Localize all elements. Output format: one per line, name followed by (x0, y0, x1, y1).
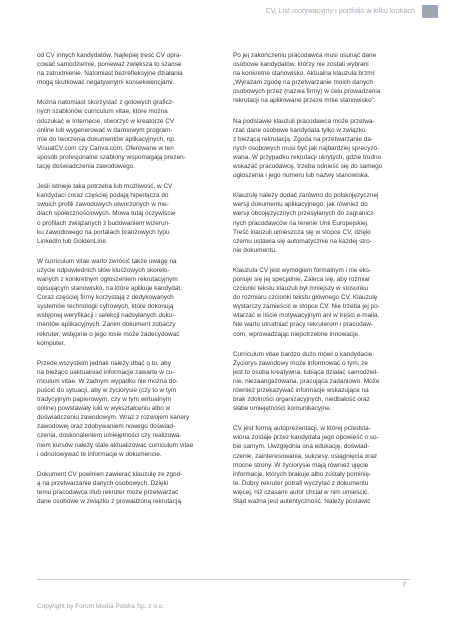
text-line: LinkedIn lub GoldenLine. (37, 237, 108, 245)
text-line: Jeśli istnieje taka potrzeba lub możliwość, w CV (37, 183, 173, 191)
text-line: nie, niezaangażowana, pracująca zadaniowo. Może (233, 377, 380, 385)
paragraph (37, 51, 214, 87)
text-line: czemu ustawia się automatycznie na każdej stro- (233, 237, 372, 245)
text-line: Klauzulę należy dodać zarówno do polskojęzycznej (233, 192, 379, 200)
text-line: niem kursów należy stale aktualizować curriculum vitae (37, 441, 194, 449)
text-line: odszukać w Internecie, stworzyć w kreatorze CV (37, 117, 175, 125)
text-line: wystarczy zamieścić w stopce CV. Nie trzeba jej po- (233, 303, 380, 311)
text-line: Klauzula CV jest wymogiem formalnym i nie eks- (233, 266, 372, 274)
text-line: czcionki tekstu klauzuli był mniejszy w stosunku (233, 285, 368, 293)
text-line: zawodowej oraz zdobywaniem nowego doświad- (37, 423, 176, 431)
text-line: jest to osoba kreatywna, lubiąca działać samodziel- (233, 368, 379, 376)
text-line: Życiorys zawodowy może informować o tym, że (233, 359, 368, 367)
text-line: również przekazywać informacje wskazujące na (233, 387, 369, 394)
text-line: doświadczeniu zawodowym. Wraz z rozwojem kariery (37, 414, 190, 422)
footer-rule (37, 579, 410, 580)
text-line: Coraz częściej firmy korzystają z dedykowanych (37, 294, 174, 302)
text-line: brak zdolności organizacyjnych, niedbałość oraz (233, 396, 370, 404)
text-line: wtarzać w liście motywacyjnym ani w treści e-maila. (233, 312, 380, 320)
text-line: com, wprowadzając niepotrzebne innowacje. (233, 330, 360, 338)
text-line: tację doświadczenia zawodowego. (37, 163, 136, 171)
text-line: Można natomiast skorzystać z gotowych graficz- (37, 99, 175, 107)
text-line: te. Dobry rekruter potrafi wyczytać z dokumentu (233, 479, 369, 487)
text-line: ogłoszenia i jego numeru lub nazwy stanowiska. (233, 172, 370, 180)
header-accent-bar (422, 5, 438, 18)
page-header (0, 5, 450, 21)
paragraph (233, 191, 410, 255)
text-line: Po jej zakończeniu pracodawca musi usunąć dane (233, 52, 377, 59)
text-line: nych pracodawców na terenie Unii Europejskiej. (233, 219, 369, 227)
paragraph (37, 470, 214, 506)
paragraph (233, 51, 410, 106)
paragraph (37, 359, 214, 459)
text-line: czenia, doskonaleniem umiejętności czy realizowa- (37, 432, 182, 440)
text-line: komputer. (37, 339, 66, 347)
text-line: na bieżąco uaktualniać informacje zawarte w cu- (37, 368, 175, 376)
text-line: bie samym. Uwzględnia ona edukację, doświad- (233, 443, 370, 451)
text-line: diach społecznościowych. Mowa tutaj oczywiście (37, 210, 176, 218)
paragraph (37, 98, 214, 171)
text-line: online lub wygenerować w darmowym program- (37, 126, 173, 134)
text-line: o profilach związanych z budowaniem wizerun- (37, 219, 171, 227)
text-line: rriculum vitae. W żadnym wypadku nie można do- (37, 377, 179, 385)
text-line: kandydaci coraz częściej podają hiperłącza do (37, 192, 169, 200)
text-line: wiona zostaje przez kandydata jego opowieść o so- (233, 434, 379, 442)
left-text-column (37, 51, 214, 517)
text-line: „Wyrażam zgodę na przetwarzanie moich danych (233, 79, 373, 87)
text-line: z bieżącą rekrutacją. Zgoda na przetwarzanie da- (233, 135, 373, 143)
text-line: na zatrudnienie. Natomiast bezrefleksyjne działania (37, 70, 183, 78)
text-line: puścić do sytuacji, aby w życiorysie (czy to w tym (37, 387, 177, 394)
text-line: dane osobowe w związku z prowadzoną rekrutacją. (37, 498, 183, 506)
text-line: ą na przetwarzanie danych osobowych. Dzięki (37, 479, 169, 487)
paragraph (233, 266, 410, 339)
text-line: systemów technologii cyfrowych, które dokonują (37, 303, 174, 311)
text-line: sposób profesjonalne szablony wspomagają prezen- (37, 153, 186, 161)
text-line: rekrutacji na aplikowane przeze mnie stanowisko”. (233, 97, 376, 105)
text-line: wstępnej weryfikacji i selekcji nadsyłanych doku- (37, 312, 175, 320)
text-line: Stąd ważna jest autentyczność. Należy postawić (233, 498, 371, 506)
text-line: mogą skutkować negatywnymi konsekwencjami. (37, 79, 175, 87)
text-line: wersji obcojęzycznych przesyłanych do zagranicz- (233, 210, 376, 218)
running-header-title: CV, List motywacyjny i portfolio w kilku krokach (265, 6, 415, 15)
text-line: mocne strony. W życiorysie mają również ujęcie (233, 461, 369, 469)
right-text-column (233, 51, 410, 517)
text-line: Treść klauzuli umieszcza się w stopce CV, dzięki (233, 228, 371, 236)
text-line: słabe umiejętności komunikacyjne. (233, 405, 332, 413)
text-line: tradycyjnym papierowym, czy w tym wirtualnym (37, 396, 172, 404)
text-line: informacje, których brakuje albo zostały pominię- (233, 470, 372, 478)
text-line: rekruter, wstępnie o jego losie może zadecydować (37, 330, 180, 338)
text-line: Nie warto utrudniać pracy rekruterom i pracodaw- (233, 321, 373, 329)
text-line: ku zawodowego na portalach branżowych typu (37, 228, 170, 236)
text-line: i odnotowywać te informacje w dokumencie. (37, 450, 162, 458)
text-line: mentów aplikacyjnych. Zanim dokument zobaczy (37, 321, 176, 329)
text-line: nych szablonów curriculum vitae, które można (37, 108, 168, 116)
text-line: użycie odpowiednich słów kluczowych skorelo- (37, 266, 170, 274)
text-line: ponuje się jej specjalnie. Zaleca się, aby rozmiar (233, 275, 371, 283)
text-line: mie do tworzenia dokumentów aplikacyjnych, np. (37, 135, 176, 143)
text-line: W curriculum vitae warto zwrócić także uwagę na (37, 257, 177, 265)
paragraph (233, 117, 410, 181)
text-line: na konkretne stanowisko. Aktualna klauzula brzmi: (233, 70, 376, 78)
copyright-notice: Copyright by Forum Media Polska Sp. z o.o. (37, 603, 165, 610)
text-line: nie dokumentu. (233, 246, 277, 254)
text-line: CV jest formą autoprezentacji, w której przedsta- (233, 425, 371, 433)
paragraph (233, 350, 410, 414)
text-line: cować samodzielnie, ponieważ zwiększa to szanse (37, 61, 182, 69)
paragraph (37, 257, 214, 348)
text-line: nych osobowych musi być jak najbardziej sprecyzo- (233, 144, 380, 152)
text-line: osobowe kandydatów, którzy nie zostali wybrani (233, 61, 369, 69)
text-line: temu pracodawca i/lub rekruter może przetwarzać (37, 488, 179, 496)
text-line: osobowych przez (nazwa firmy) w celu prowadzenia (233, 88, 381, 96)
text-line: Curriculum vitae bardzo dużo mówi o kandydacie. (233, 350, 375, 358)
text-line: do rozmiaru czcionki tekstu głównego CV. Klauzulę (233, 294, 378, 302)
text-line: wersji dokumentu aplikacyjnego, jak również do (233, 201, 368, 209)
paragraph (233, 424, 410, 506)
text-line: Dokument CV powinien zawierać klauzulę ze zgod- (37, 470, 183, 478)
text-line: czenie, zainteresowania, sukcesy, osiągnięcia oraz (233, 452, 378, 460)
paragraph (37, 182, 214, 246)
text-line: wanych z konkretnym ogłoszeniem rekrutacyjnym (37, 275, 178, 283)
text-line: Przede wszystkim jednak należy dbać o to, aby (37, 359, 171, 367)
text-line: online) powstawały luki w wykształceniu albo w (37, 405, 171, 413)
text-line: swoich profili zawodowych utworzonych w me- (37, 201, 169, 209)
text-line: od CV innych kandydatów. Najlepiej treść CV opra- (37, 52, 182, 59)
text-line: Na podstawie klauzuli pracodawca może przetwa- (233, 117, 375, 125)
text-line: opisującym stanowisko, na które aplikuje kandydat. (37, 285, 182, 293)
page-number: 7 (402, 582, 406, 589)
text-line: rzać dane osobowe kandydata tylko w związku (233, 126, 366, 134)
text-line: VisualCV.com czy Canva.com. Oferowane w ten (37, 144, 174, 152)
text-line: więcej, niż czasami autor chciał w nim umieścić. (233, 488, 370, 496)
text-line: wana. W przypadku rekrutacji ukrytych, gdzie trudno (233, 153, 382, 161)
text-line: wskazać pracodawcę, trzeba odnieść się do samego (233, 163, 383, 171)
